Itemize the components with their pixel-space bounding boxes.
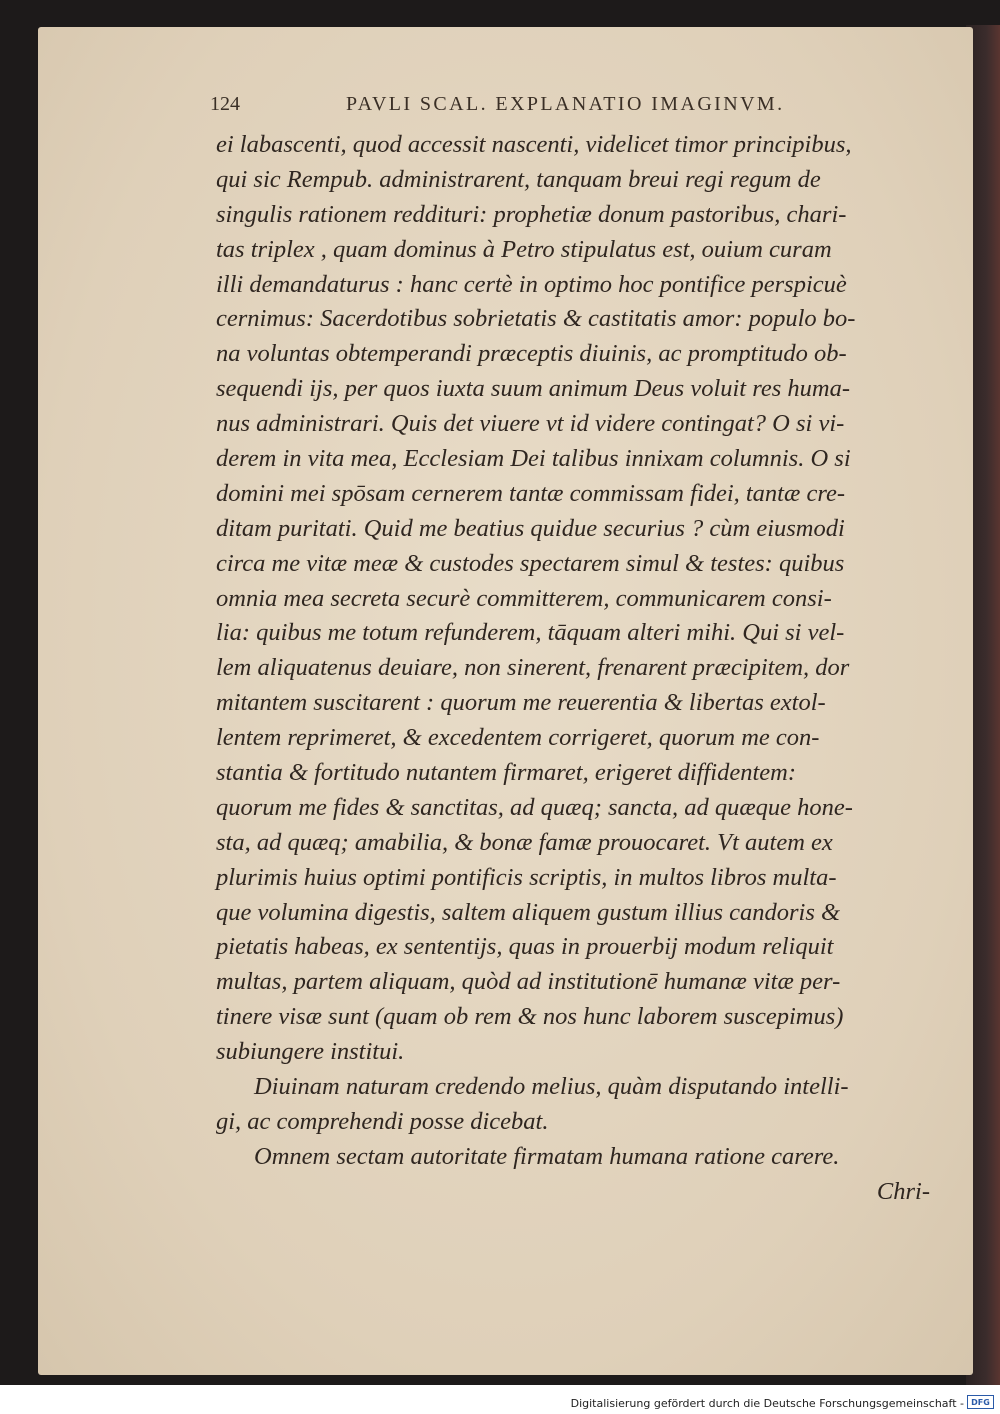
text-line: quorum me fides & sanctitas, ad quæq; sancta, ad quæque hone-: [216, 793, 853, 821]
text-line: sequendi ijs, per quos iuxta suum animum Deus voluit res huma-: [216, 375, 850, 403]
text-line: cernimus: Sacerdotibus sobrietatis & castitatis amor: populo bo-: [216, 305, 856, 333]
digitization-footer: [0, 1385, 1000, 1414]
sentence-line: Diuinam naturam credendo melius, quàm disputando intelli-: [254, 1073, 849, 1101]
page-header: [210, 93, 870, 123]
text-line: plurimis huius optimi pontificis scriptis, in multos libros multa-: [216, 863, 837, 891]
text-line: ei labascenti, quod accessit nascenti, videlicet timor principibus,: [216, 131, 852, 158]
text-line: tas triplex , quam dominus à Petro stipulatus est, ouium curam: [216, 235, 832, 263]
text-line: omnia mea secreta securè committerem, communicarem consi-: [216, 584, 832, 612]
dfg-logo-icon: DFG: [967, 1395, 994, 1409]
text-line: subiungere institui.: [216, 1038, 405, 1066]
running-title: PAVLI SCAL. EXPLANATIO IMAGINVM.: [346, 93, 785, 115]
text-line: mitantem suscitarent : quorum me reuerentia & libertas extol-: [216, 689, 826, 717]
text-line: domini mei spōsam cernerem tantæ commissam fidei, tantæ cre-: [216, 479, 845, 507]
text-line: lia: quibus me totum refunderem, tāquam alteri mihi. Qui si vel-: [216, 619, 845, 647]
text-line: illi demandaturus : hanc certè in optimo hoc pontifice perspicuè: [216, 270, 847, 298]
sentence-line: Omnem sectam autoritate firmatam humana ratione carere.: [254, 1142, 840, 1170]
catchword: Chri-: [876, 1177, 930, 1205]
text-line: que volumina digestis, saltem aliquem gustum illius candoris &: [216, 898, 841, 926]
main-text: [216, 128, 956, 1210]
text-line: circa me vitæ meæ & custodes spectarem simul & testes: quibus: [216, 549, 845, 577]
text-line: singulis rationem reddituri: prophetiæ donum pastoribus, chari-: [216, 200, 847, 228]
text-line: pietatis habeas, ex sententijs, quas in prouerbij modum reliquit: [216, 933, 834, 961]
page-number: 124: [210, 93, 240, 115]
text-line: nus administrari. Quis det viuere vt id videre contingat? O si vi-: [216, 410, 845, 438]
text-line: qui sic Rempub. administrarent, tanquam breui regi regum de: [216, 165, 821, 193]
text-line: derem in vita mea, Ecclesiam Dei talibus innixam columnis. O si: [216, 445, 851, 473]
text-line: stantia & fortitudo nutantem firmaret, erigeret diffidentem:: [216, 759, 797, 787]
text-line: tinere visæ sunt (quam ob rem & nos hunc laborem suscepimus): [216, 1003, 844, 1031]
text-line: lem aliquatenus deuiare, non sinerent, frenarent præcipitem, dor: [216, 654, 850, 682]
text-line: na voluntas obtemperandi præceptis diuinis, ac promptitudo ob-: [216, 340, 847, 368]
text-line: lentem reprimeret, & excedentem corrigeret, quorum me con-: [216, 724, 820, 752]
text-line: multas, partem aliquam, quòd ad institutionē humanæ vitæ per-: [216, 968, 841, 996]
text-line: ditam puritati. Quid me beatius quidue securius ? cùm eiusmodi: [216, 514, 845, 542]
sentence-line: gi, ac comprehendi posse dicebat.: [216, 1107, 549, 1135]
funding-credit: Digitalisierung gefördert durch die Deutsche Forschungsgemeinschaft -: [570, 1397, 964, 1410]
text-line: sta, ad quæq; amabilia, & bonæ famæ prouocaret. Vt autem ex: [216, 828, 833, 856]
